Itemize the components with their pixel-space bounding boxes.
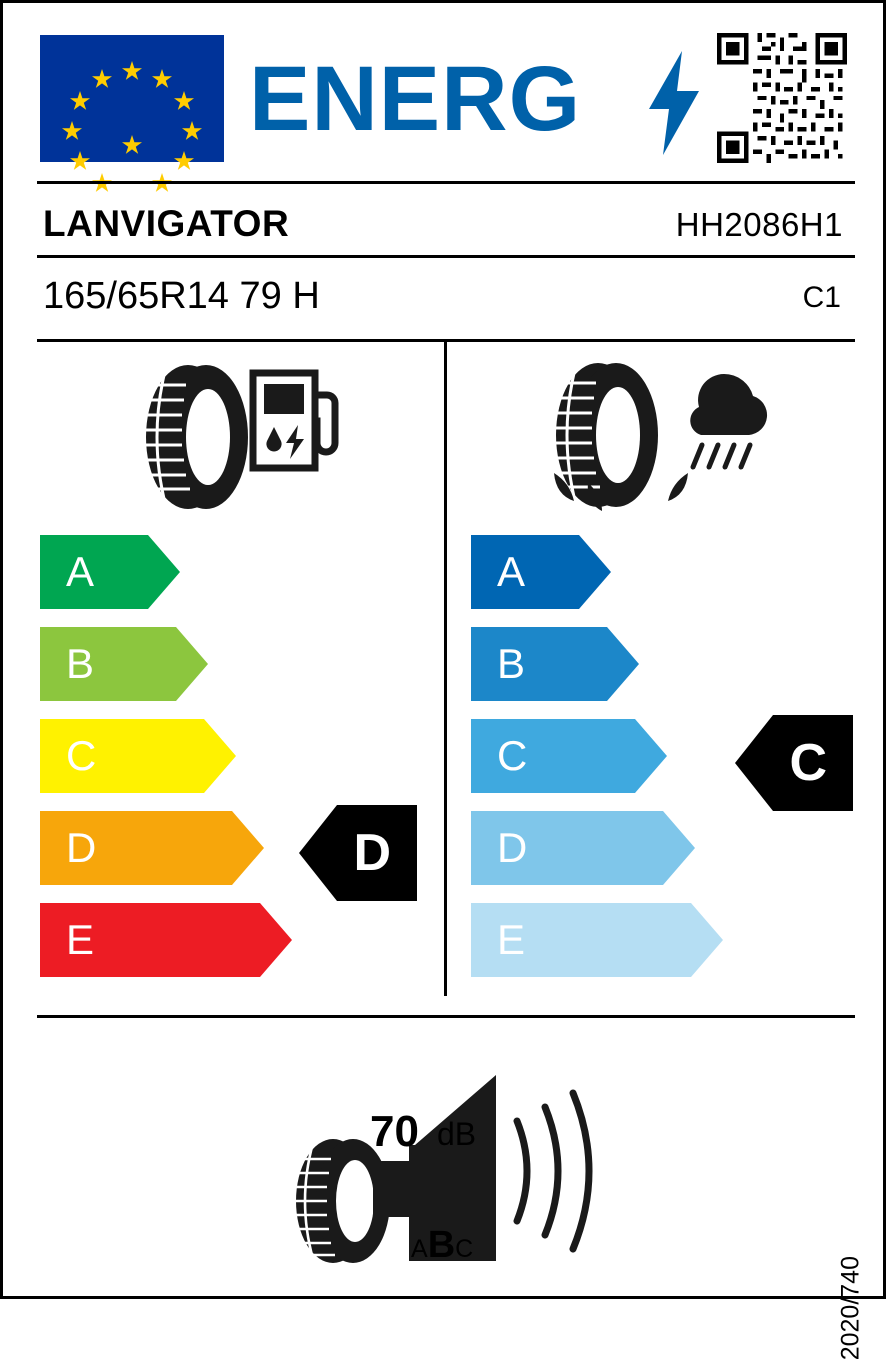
lightning-bolt-icon <box>649 51 699 155</box>
fuel-grade-letter-d: D <box>66 824 97 871</box>
divider-vertical <box>444 341 447 996</box>
noise-class-scale <box>411 1224 473 1267</box>
fuel-rating-marker <box>299 805 417 901</box>
tyre-and-fuel-pump-icon <box>128 355 333 520</box>
tyre-size: 165/65R14 79 H <box>43 275 320 317</box>
fuel-grade-letter-a: A <box>66 548 95 595</box>
wetgrip-grade-letter-b: B <box>497 640 526 687</box>
fuel-grade-letter-e: E <box>66 916 95 963</box>
fuel-grade-row-c <box>40 719 290 793</box>
fuel-grade-letter-b: B <box>66 640 95 687</box>
noise-class-c: C <box>455 1235 474 1263</box>
tyre-and-rain-cloud-icon <box>536 355 776 520</box>
energy-wordmark: ENERG <box>249 48 582 150</box>
fuel-grade-letter-c: C <box>66 732 97 779</box>
eu-flag-icon <box>40 35 224 162</box>
wetgrip-rating-marker <box>735 715 853 811</box>
brand-name: LANVIGATOR <box>43 203 290 244</box>
wetgrip-rating-letter: C <box>789 734 827 792</box>
fuel-grade-scale <box>40 535 290 995</box>
wetgrip-grade-row-c <box>471 719 721 793</box>
tyre-class: C1 <box>802 281 841 314</box>
noise-unit: dB <box>437 1116 477 1152</box>
wetgrip-grade-letter-c: C <box>497 732 528 779</box>
noise-class-a: A <box>411 1235 428 1263</box>
fuel-rating-letter: D <box>353 824 391 882</box>
fuel-grade-row-a <box>40 535 290 609</box>
wetgrip-grade-row-b <box>471 627 721 701</box>
divider-header <box>37 181 855 184</box>
divider-brand <box>37 255 855 258</box>
model-code: HH2086H1 <box>675 206 843 243</box>
fuel-grade-row-d <box>40 811 290 885</box>
qr-code-icon <box>717 33 847 163</box>
wetgrip-grade-row-e <box>471 903 721 977</box>
fuel-grade-row-e <box>40 903 290 977</box>
noise-value: 70 <box>370 1107 419 1156</box>
eu-stars-icon <box>40 35 224 162</box>
wetgrip-grade-letter-e: E <box>497 916 526 963</box>
wetgrip-grade-shape-a <box>471 535 611 609</box>
fuel-grade-shape-a <box>40 535 180 609</box>
regulation-reference: 2020/740 <box>836 1256 864 1360</box>
wetgrip-grade-scale <box>471 535 721 995</box>
wetgrip-grade-row-d <box>471 811 721 885</box>
label-header <box>3 3 883 181</box>
fuel-grade-row-b <box>40 627 290 701</box>
noise-class-b: B <box>427 1224 456 1266</box>
wetgrip-grade-row-a <box>471 535 721 609</box>
wetgrip-grade-letter-a: A <box>497 548 526 595</box>
wetgrip-grade-letter-d: D <box>497 824 528 871</box>
